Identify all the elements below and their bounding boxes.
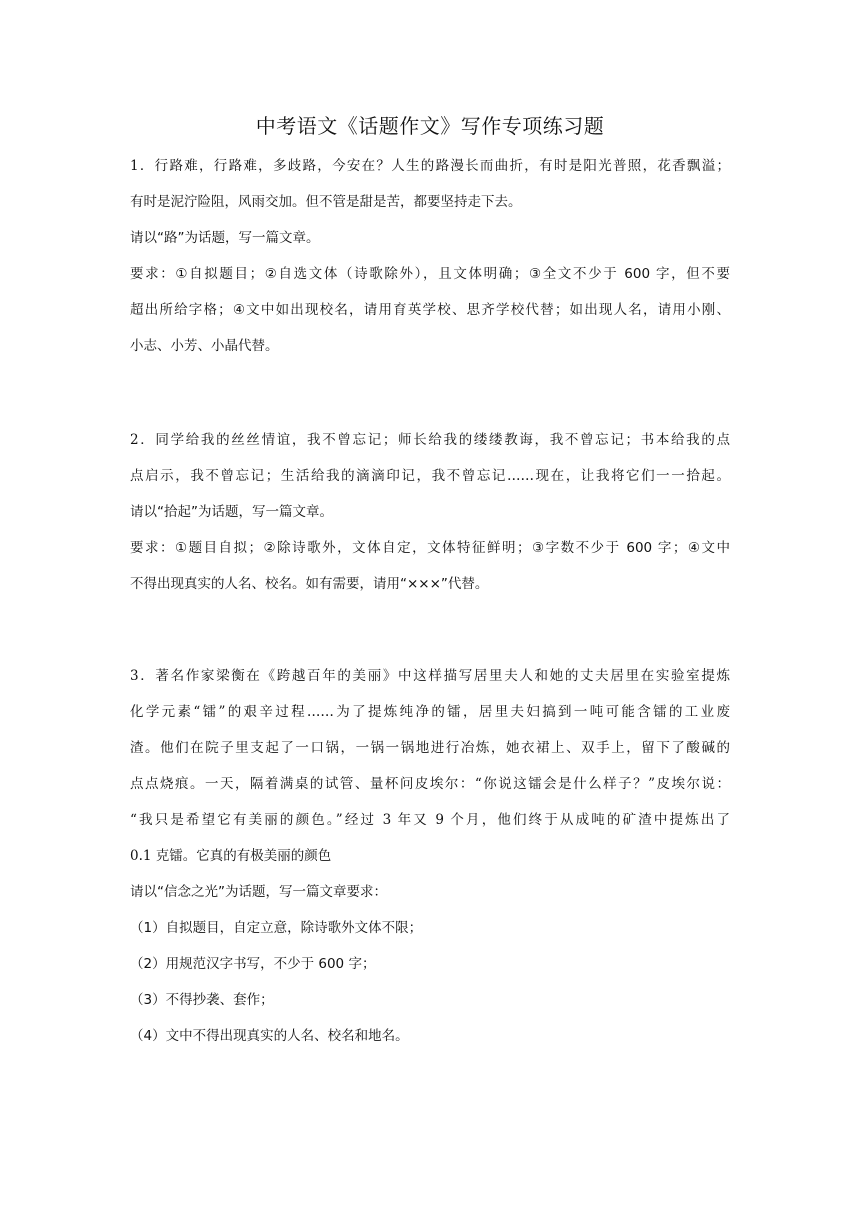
q3-line-1: 3．著名作家梁衡在《跨越百年的美丽》中这样描写居里夫人和她的丈夫居里在实验室提炼 bbox=[130, 668, 730, 684]
q1-requirements-line-2: 超出所给字格；④文中如出现校名，请用育英学校、思齐学校代替；如出现人名，请用小刚、 bbox=[130, 302, 730, 318]
q3-requirement-3: （3）不得抄袭、套作； bbox=[130, 992, 274, 1008]
q3-line-5: “我只是希望它有美丽的颜色。”经过 3 年又 9 个月，他们终于从成吨的矿渣中提炼出了 bbox=[130, 812, 730, 828]
q3-requirement-2: （2）用规范汉字书写，不少于 600 字； bbox=[130, 956, 376, 972]
q2-prompt: 请以“拾起”为话题，写一篇文章。 bbox=[130, 504, 333, 520]
q2-line-2: 点启示，我不曾忘记；生活给我的滴滴印记，我不曾忘记……现在，让我将它们一一拾起。 bbox=[130, 468, 730, 484]
document-title: 中考语文《话题作文》写作专项练习题 bbox=[255, 114, 605, 138]
q3-prompt: 请以“信念之光”为话题，写一篇文章要求： bbox=[130, 884, 387, 900]
q3-requirement-1: （1）自拟题目，自定立意，除诗歌外文体不限； bbox=[130, 920, 423, 936]
q3-line-3: 渣。他们在院子里支起了一口锅，一锅一锅地进行冶炼，她衣裙上、双手上，留下了酸碱的 bbox=[130, 740, 730, 756]
q1-line-2: 有时是泥泞险阻，风雨交加。但不管是甜是苦，都要坚持走下去。 bbox=[130, 194, 522, 210]
q2-requirements-line-2: 不得出现真实的人名、校名。如有需要，请用“×××”代替。 bbox=[130, 576, 489, 592]
q1-requirements-line-1: 要求：①自拟题目；②自选文体（诗歌除外），且文体明确；③全文不少于 600 字，但不要 bbox=[130, 266, 730, 282]
q1-prompt: 请以“路”为话题，写一篇文章。 bbox=[130, 230, 320, 246]
q3-line-2: 化学元素“镭”的艰辛过程……为了提炼纯净的镭，居里夫妇搞到一吨可能含镭的工业废 bbox=[130, 704, 730, 720]
q1-line-1: 1．行路难，行路难，多歧路，今安在？人生的路漫长而曲折，有时是阳光普照，花香飘溢； bbox=[130, 158, 730, 174]
q3-requirement-4: （4）文中不得出现真实的人名、校名和地名。 bbox=[130, 1028, 409, 1044]
q1-requirements-line-3: 小志、小芳、小晶代替。 bbox=[130, 338, 279, 354]
q2-line-1: 2．同学给我的丝丝情谊，我不曾忘记；师长给我的缕缕教诲，我不曾忘记；书本给我的点 bbox=[130, 432, 730, 448]
q2-requirements-line-1: 要求：①题目自拟；②除诗歌外，文体自定，文体特征鲜明；③字数不少于 600 字；④文中 bbox=[130, 540, 730, 556]
q3-line-4: 点点烧痕。一天，隔着满桌的试管、量杯问皮埃尔：“你说这镭会是什么样子？”皮埃尔说： bbox=[130, 776, 730, 792]
q3-line-6: 0.1 克镭。它真的有极美丽的颜色 bbox=[130, 848, 332, 864]
